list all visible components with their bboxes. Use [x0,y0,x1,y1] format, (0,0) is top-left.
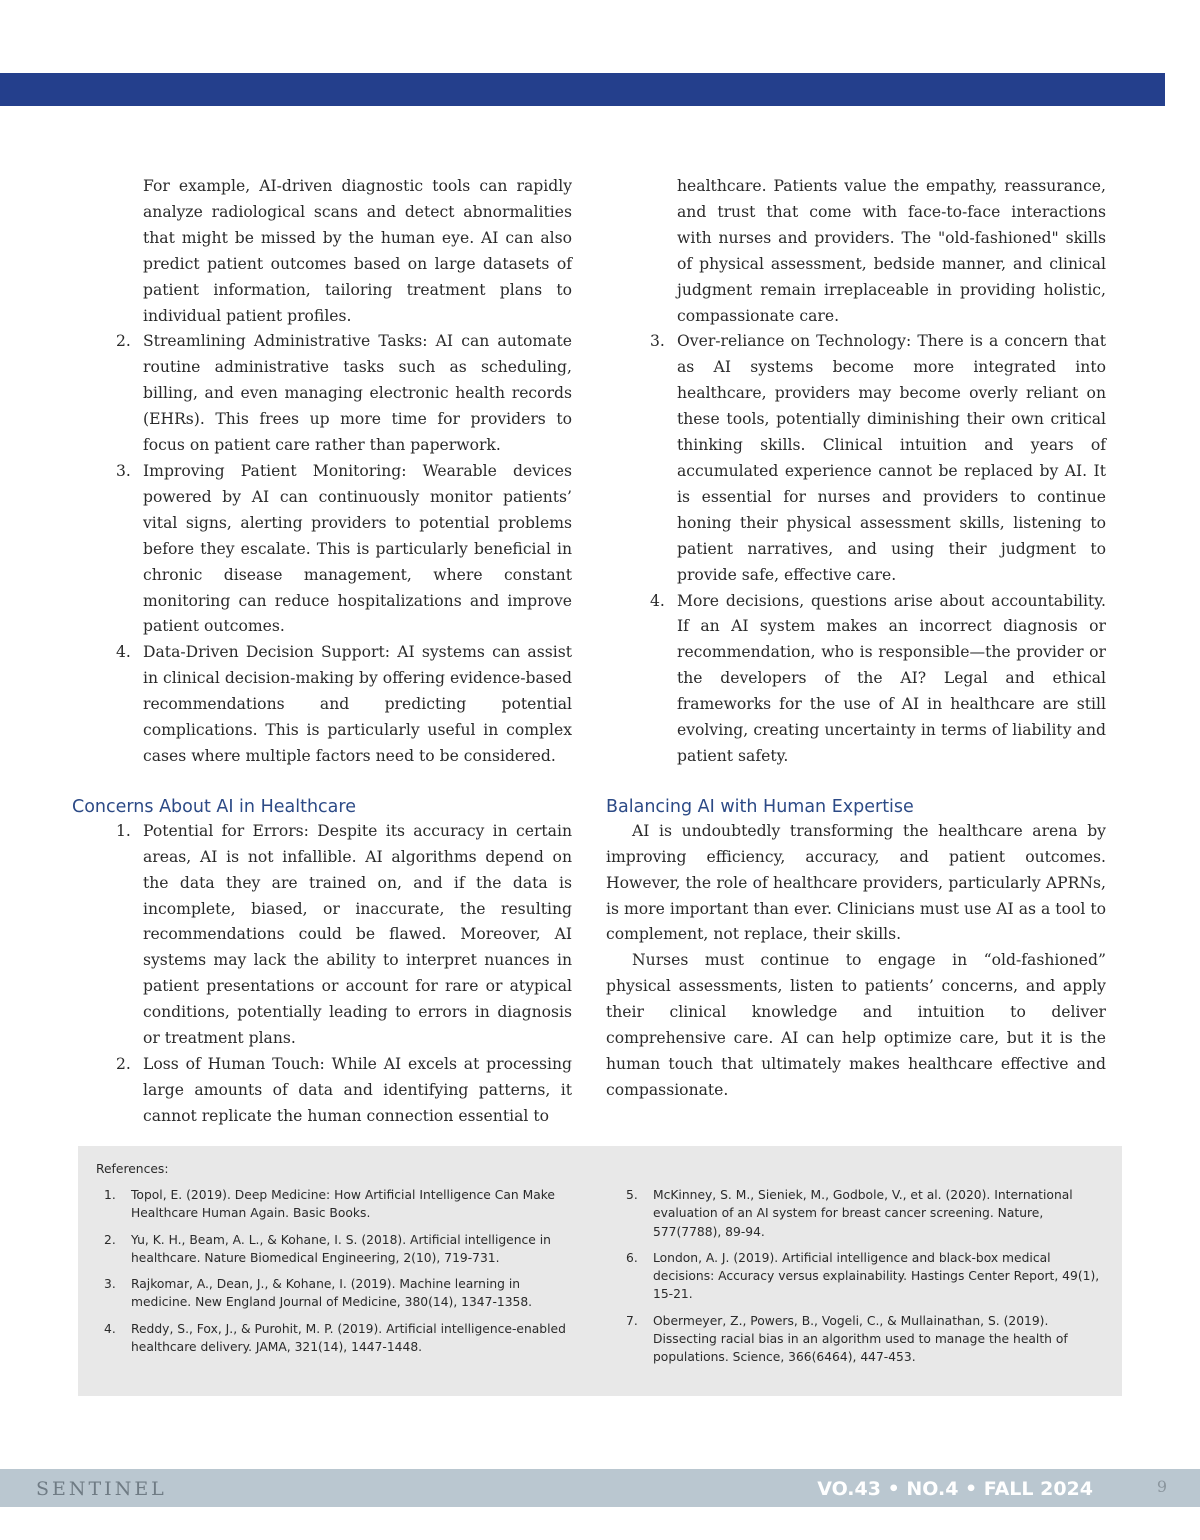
balancing-heading: Balancing AI with Human Expertise [606,796,914,817]
issue-label: VO.43 • NO.4 • FALL 2024 [817,1478,1093,1500]
top-banner-bar [0,73,1165,106]
left-column [72,174,572,1130]
list-item: 2. Loss of Human Touch: While AI excels at processing large amounts of data and identifying patterns, it cannot replicate the human connection essential to [116,1055,572,1125]
footer-bar [0,1469,1200,1507]
intro-paragraph: For example, AI-driven diagnostic tools can rapidly analyze radiological scans and detect abnormalities that might be missed by the human eye. AI can also predict patient outcomes based on large datasets of patient information, tailoring treatment plans to individual patient profiles. [143,177,572,325]
reference-item: 1. Topol, E. (2019). Deep Medicine: How Artificial Intelligence Can Make Healthcare Human Again. Basic Books. [104,1188,556,1221]
balancing-paragraph: AI is undoubtedly transforming the healthcare arena by improving efficiency, accuracy, and patient outcomes. However, the role of healthcare providers, particularly APRNs, is more important than ever. Clinicians must use AI as a tool to complement, not replace, their skills. [606,821,1106,944]
reference-item: 2. Yu, K. H., Beam, A. L., & Kohane, I. S. (2018). Artificial intelligence in healthcare. Nature Biomedical Engineering, 2(10), 719-731. [104,1232,551,1265]
benefits-list [72,329,572,769]
concerns-list-continued [606,329,1106,769]
reference-item: 6. London, A. J. (2019). Artificial intelligence and black-box medical decisions: Accuracy versus explainability. Hastings Center Report, 49(1), 15-21. [626,1250,1100,1302]
concerns-list [72,819,572,1130]
list-item: 4. More decisions, questions arise about accountability. If an AI system makes an incorrect diagnosis or recommendation, who is responsible—the provider or the developers of the AI? Legal and ethical frameworks for the use of AI in healthcare are still evolving, creating uncertainty in terms of liability and patient safety. [650,591,1106,765]
list-item: 1. Potential for Errors: Despite its accuracy in certain areas, AI is not infallible. AI algorithms depend on the data they are trained on, and if the data is incomplete, biased, or inaccurate, the resulting recommendations could be flawed. Moreover, AI systems may lack the ability to interpret nuances in patient presentations or account for rare or atypical conditions, potentially leading to errors in diagnosis or treatment plans. [116,821,572,1048]
balancing-paragraph: Nurses must continue to engage in “old-fashioned” physical assessments, listen to patients’ concerns, and apply their clinical knowledge and intuition to deliver comprehensive care. AI can help optimize care, but it is the human touch that ultimately makes healthcare effective and compassionate. [606,951,1106,1099]
reference-item: 4. Reddy, S., Fox, J., & Purohit, M. P. (2019). Artificial intelligence-enabled healthcare delivery. JAMA, 321(14), 1447-1448. [104,1321,566,1355]
references-left-column [104,1186,574,1364]
publication-name: SENTINEL [36,1478,167,1500]
references-box [78,1146,1122,1396]
reference-item: 7. Obermeyer, Z., Powers, B., Vogeli, C., & Mullainathan, S. (2019). Dissecting racial bias in an algorithm used to manage the health of populations. Science, 366(6464), 447-453. [626,1313,1068,1365]
reference-item: 5. McKinney, S. M., Sieniek, M., Godbole, V., et al. (2020). International evaluation of an AI system for breast cancer screening. Nature, 577(7788), 89-94. [626,1188,1073,1239]
right-column [606,174,1106,1104]
page-number: 9 [1156,1477,1167,1496]
list-item: 4. Data-Driven Decision Support: AI systems can assist in clinical decision-making by offering evidence-based recommendations and predicting potential complications. This is particularly useful in complex cases where multiple factors need to be considered. [116,643,572,765]
references-title: References: [96,1162,169,1176]
references-right-column [626,1186,1106,1375]
list-item: 2. Streamlining Administrative Tasks: AI can automate routine administrative tasks such as scheduling, billing, and even managing electronic health records (EHRs). This frees up more time for providers to focus on patient care rather than paperwork. [116,332,572,455]
continuation-paragraph: healthcare. Patients value the empathy, reassurance, and trust that come with face-to-face interactions with nurses and providers. The "old-fashioned" skills of physical assessment, bedside manner, and clinical judgment remain irreplaceable in providing holistic, compassionate care. [677,177,1106,325]
list-item: 3. Improving Patient Monitoring: Wearable devices powered by AI can continuously monitor patients’ vital signs, alerting providers to potential problems before they escalate. This is particularly beneficial in chronic disease management, where constant monitoring can reduce hospitalizations and improve patient outcomes. [116,461,572,636]
concerns-heading: Concerns About AI in Healthcare [72,796,356,817]
reference-item: 3. Rajkomar, A., Dean, J., & Kohane, I. (2019). Machine learning in medicine. New England Journal of Medicine, 380(14), 1347-1358. [104,1277,533,1310]
list-item: 3. Over-reliance on Technology: There is a concern that as AI systems become more integrated into healthcare, providers may become overly reliant on these tools, potentially diminishing their own critical thinking skills. Clinical intuition and years of accumulated experience cannot be replaced by AI. It is essential for nurses and providers to continue honing their physical assessment skills, listening to patient narratives, and using their judgment to provide safe, effective care. [650,332,1106,584]
